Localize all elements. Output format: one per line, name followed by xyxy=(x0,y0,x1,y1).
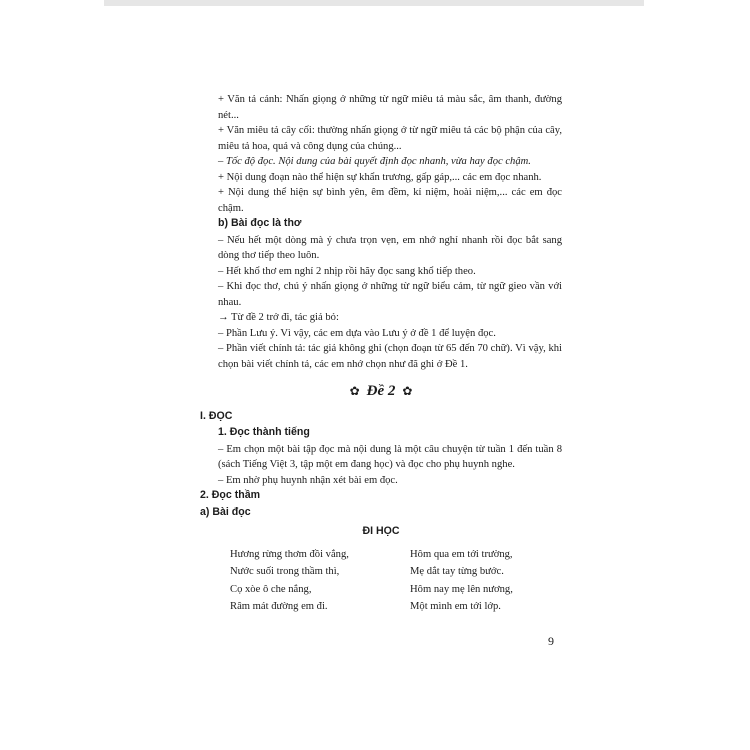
poem-line: Hương rừng thơm đồi vắng, xyxy=(230,548,349,560)
poem-line: Râm mát đường em đi. xyxy=(230,601,328,612)
exam-heading xyxy=(200,384,562,400)
emphasis: – Tốc độ đọc. Nội dung của bài quyết định đọc nhanh, vừa hay đọc chậm. xyxy=(218,156,531,167)
section-heading-b: b) Bài đọc là thơ xyxy=(218,217,302,229)
paragraph: + Văn tả cảnh: Nhấn giọng ở những từ ngữ miêu tả màu sắc, âm thanh, đường nét... xyxy=(218,94,562,121)
subheading-2: 2. Đọc thầm xyxy=(200,489,261,501)
subheading-1: 1. Đọc thành tiếng xyxy=(218,426,310,438)
poem-line: Mẹ dắt tay từng bước. xyxy=(410,566,504,577)
flower-icon: ✿ xyxy=(402,384,413,398)
paragraph: + Nội dung đoạn nào thể hiện sự khẩn trương, gấp gáp,... các em đọc nhanh. xyxy=(218,171,542,183)
paragraph: – Nếu hết một dòng mà ý chưa trọn vẹn, em nhớ nghỉ nhanh rồi đọc bắt sang dòng thơ tiếp theo luôn. xyxy=(218,234,562,261)
poem-line: Cọ xòe ô che nắng, xyxy=(230,583,312,595)
top-border xyxy=(104,0,644,6)
paragraph: – Khi đọc thơ, chú ý nhấn giọng ở những từ ngữ biểu cảm, từ ngữ gieo vần với nhau. xyxy=(218,281,562,308)
poem-line: Hôm qua em tới trường, xyxy=(410,548,513,560)
paragraph: – Phần Lưu ý. Vì vậy, các em dựa vào Lưu ý ở đề 1 để luyện đọc. xyxy=(218,327,496,339)
poem-line: Nước suối trong thầm thì, xyxy=(230,566,340,577)
poem xyxy=(200,546,562,616)
paragraph: – Em nhờ phụ huynh nhận xét bài em đọc. xyxy=(218,474,398,486)
heading-title: Đề 2 xyxy=(366,383,396,399)
document-page xyxy=(200,92,562,616)
section-heading-I: I. ĐỌC xyxy=(200,409,233,422)
paragraph: – Hết khổ thơ em nghỉ 2 nhịp rồi hãy đọc sang khổ tiếp theo. xyxy=(218,265,476,277)
paragraph: + Nội dung thể hiện sự bình yên, êm đềm, kỉ niệm, hoài niệm,... các em đọc chậm. xyxy=(218,187,562,214)
poem-title: ĐI HỌC xyxy=(362,525,400,537)
paragraph: → Từ đề 2 trở đi, tác giả bỏ: xyxy=(218,312,339,323)
paragraph xyxy=(200,154,562,170)
poem-column-right xyxy=(390,546,513,616)
paragraph: – Phần viết chính tả: tác giả không ghi (chọn đoạn từ 65 đến 70 chữ). Vì vậy, khi chọn bài viết chính tả, các em nhớ chọn như đã ghi ở Đề 1. xyxy=(218,343,562,370)
paragraph: – Em chọn một bài tập đọc mà nội dung là một câu chuyện từ tuần 1 đến tuần 8 (sách Tiếng Việt 3, tập một em đang học) và đọc cho phụ huynh nghe. xyxy=(218,443,562,470)
subheading-a: a) Bài đọc xyxy=(200,505,251,518)
poem-line: Hôm nay mẹ lên nương, xyxy=(410,583,513,595)
poem-line: Một mình em tới lớp. xyxy=(410,601,501,612)
poem-column-left xyxy=(200,546,390,616)
paragraph: + Văn miêu tả cây cối: thường nhấn giọng ở từ ngữ miêu tả các bộ phận của cây, miêu tả hoa, quả và công dụng của chúng... xyxy=(218,125,562,152)
flower-icon: ✿ xyxy=(349,384,360,398)
page-number: 9 xyxy=(548,634,554,648)
